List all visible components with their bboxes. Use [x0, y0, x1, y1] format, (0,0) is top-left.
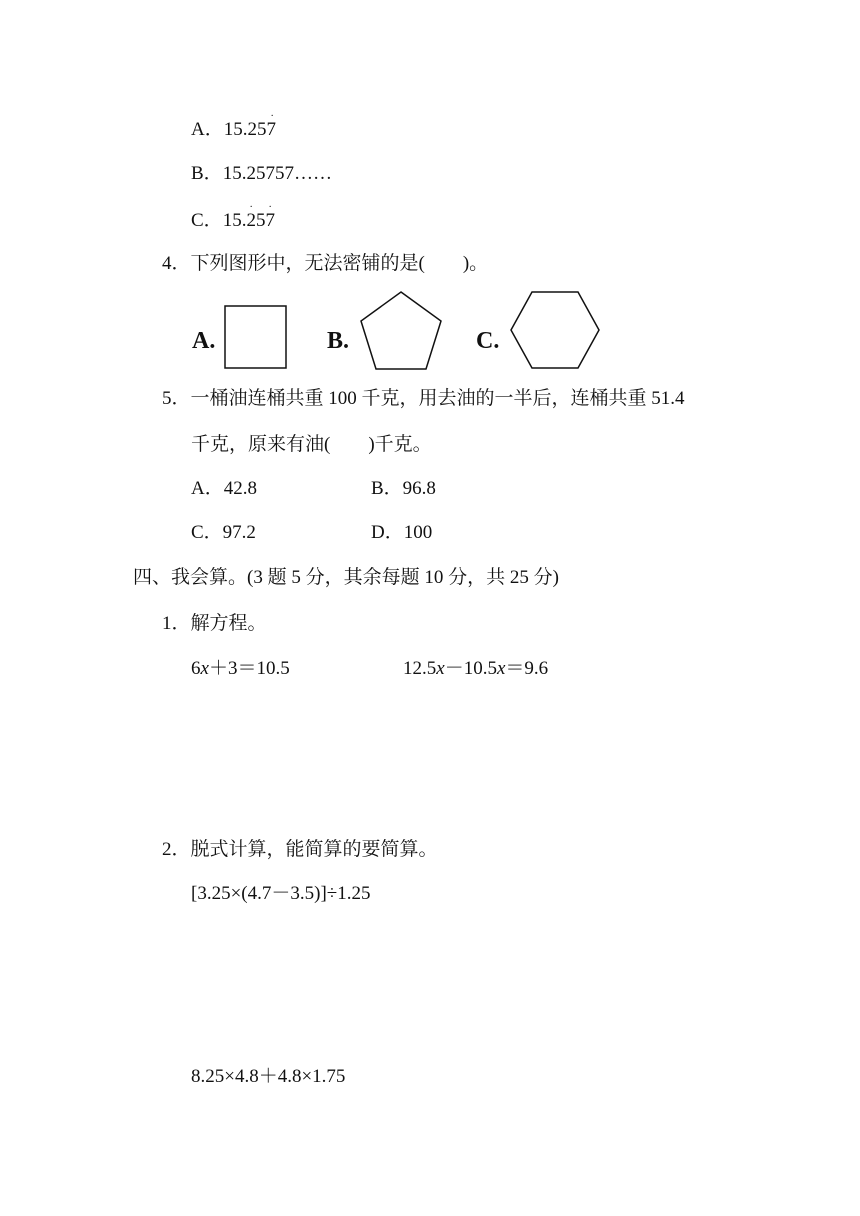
equation-term: ＋3＝10.5 [208, 658, 290, 679]
option-value: 5 [255, 210, 266, 231]
q5-question-line1: 5．一桶油连桶共重 100 千克，用去油的一半后，连桶共重 51.4 [162, 388, 685, 409]
q5-question-line2: 千克，原来有油( )千克。 [191, 434, 432, 455]
variable-x: x [200, 658, 209, 679]
q4-option-a-label: A. [192, 328, 216, 354]
equation-term: －10.5 [444, 658, 497, 679]
q4-option-b-label: B. [327, 328, 350, 354]
problem-1-title: 1．解方程。 [162, 613, 267, 634]
problem-2-title: 2．脱式计算，能简算的要简算。 [162, 839, 438, 860]
square-shape [224, 305, 288, 369]
q4-question: 4．下列图形中，无法密铺的是( )。 [162, 253, 489, 274]
equation-2 [403, 657, 548, 681]
equation-term: 12.5 [403, 658, 437, 679]
repeating-digit: · 7 [265, 202, 275, 231]
q3-option-b [191, 162, 332, 186]
pentagon-shape [359, 290, 443, 372]
expression-1: [3.25×(4.7－3.5)]÷1.25 [191, 883, 371, 904]
option-value: 15. [222, 210, 247, 231]
q3-option-c [191, 202, 275, 233]
q4-option-c-label: C. [476, 328, 500, 354]
equation-1 [191, 657, 290, 681]
hexagon-shape [509, 290, 601, 370]
q5-option-b: B．96.8 [371, 478, 436, 499]
repeating-digit: · 7 [266, 111, 276, 140]
equation-term: 6 [191, 658, 201, 679]
q5-option-c: C．97.2 [191, 522, 256, 543]
expression-2: 8.25×4.8＋4.8×1.75 [191, 1066, 346, 1087]
repeating-digit: · 2 [246, 202, 256, 231]
equation-term: ＝9.6 [505, 658, 549, 679]
option-value: 15.25757…… [222, 163, 332, 184]
option-value: 15.25 [223, 119, 267, 140]
option-label: B． [191, 163, 223, 184]
variable-x: x [496, 658, 506, 679]
variable-x: x [436, 658, 445, 679]
q5-option-a: A．42.8 [191, 478, 257, 499]
option-label: A． [191, 119, 224, 140]
q3-option-a [191, 111, 276, 142]
section-title: 四、我会算。(3 题 5 分，其余每题 10 分，共 25 分) [133, 567, 559, 588]
option-label: C． [191, 210, 223, 231]
q5-option-d: D．100 [371, 522, 433, 543]
